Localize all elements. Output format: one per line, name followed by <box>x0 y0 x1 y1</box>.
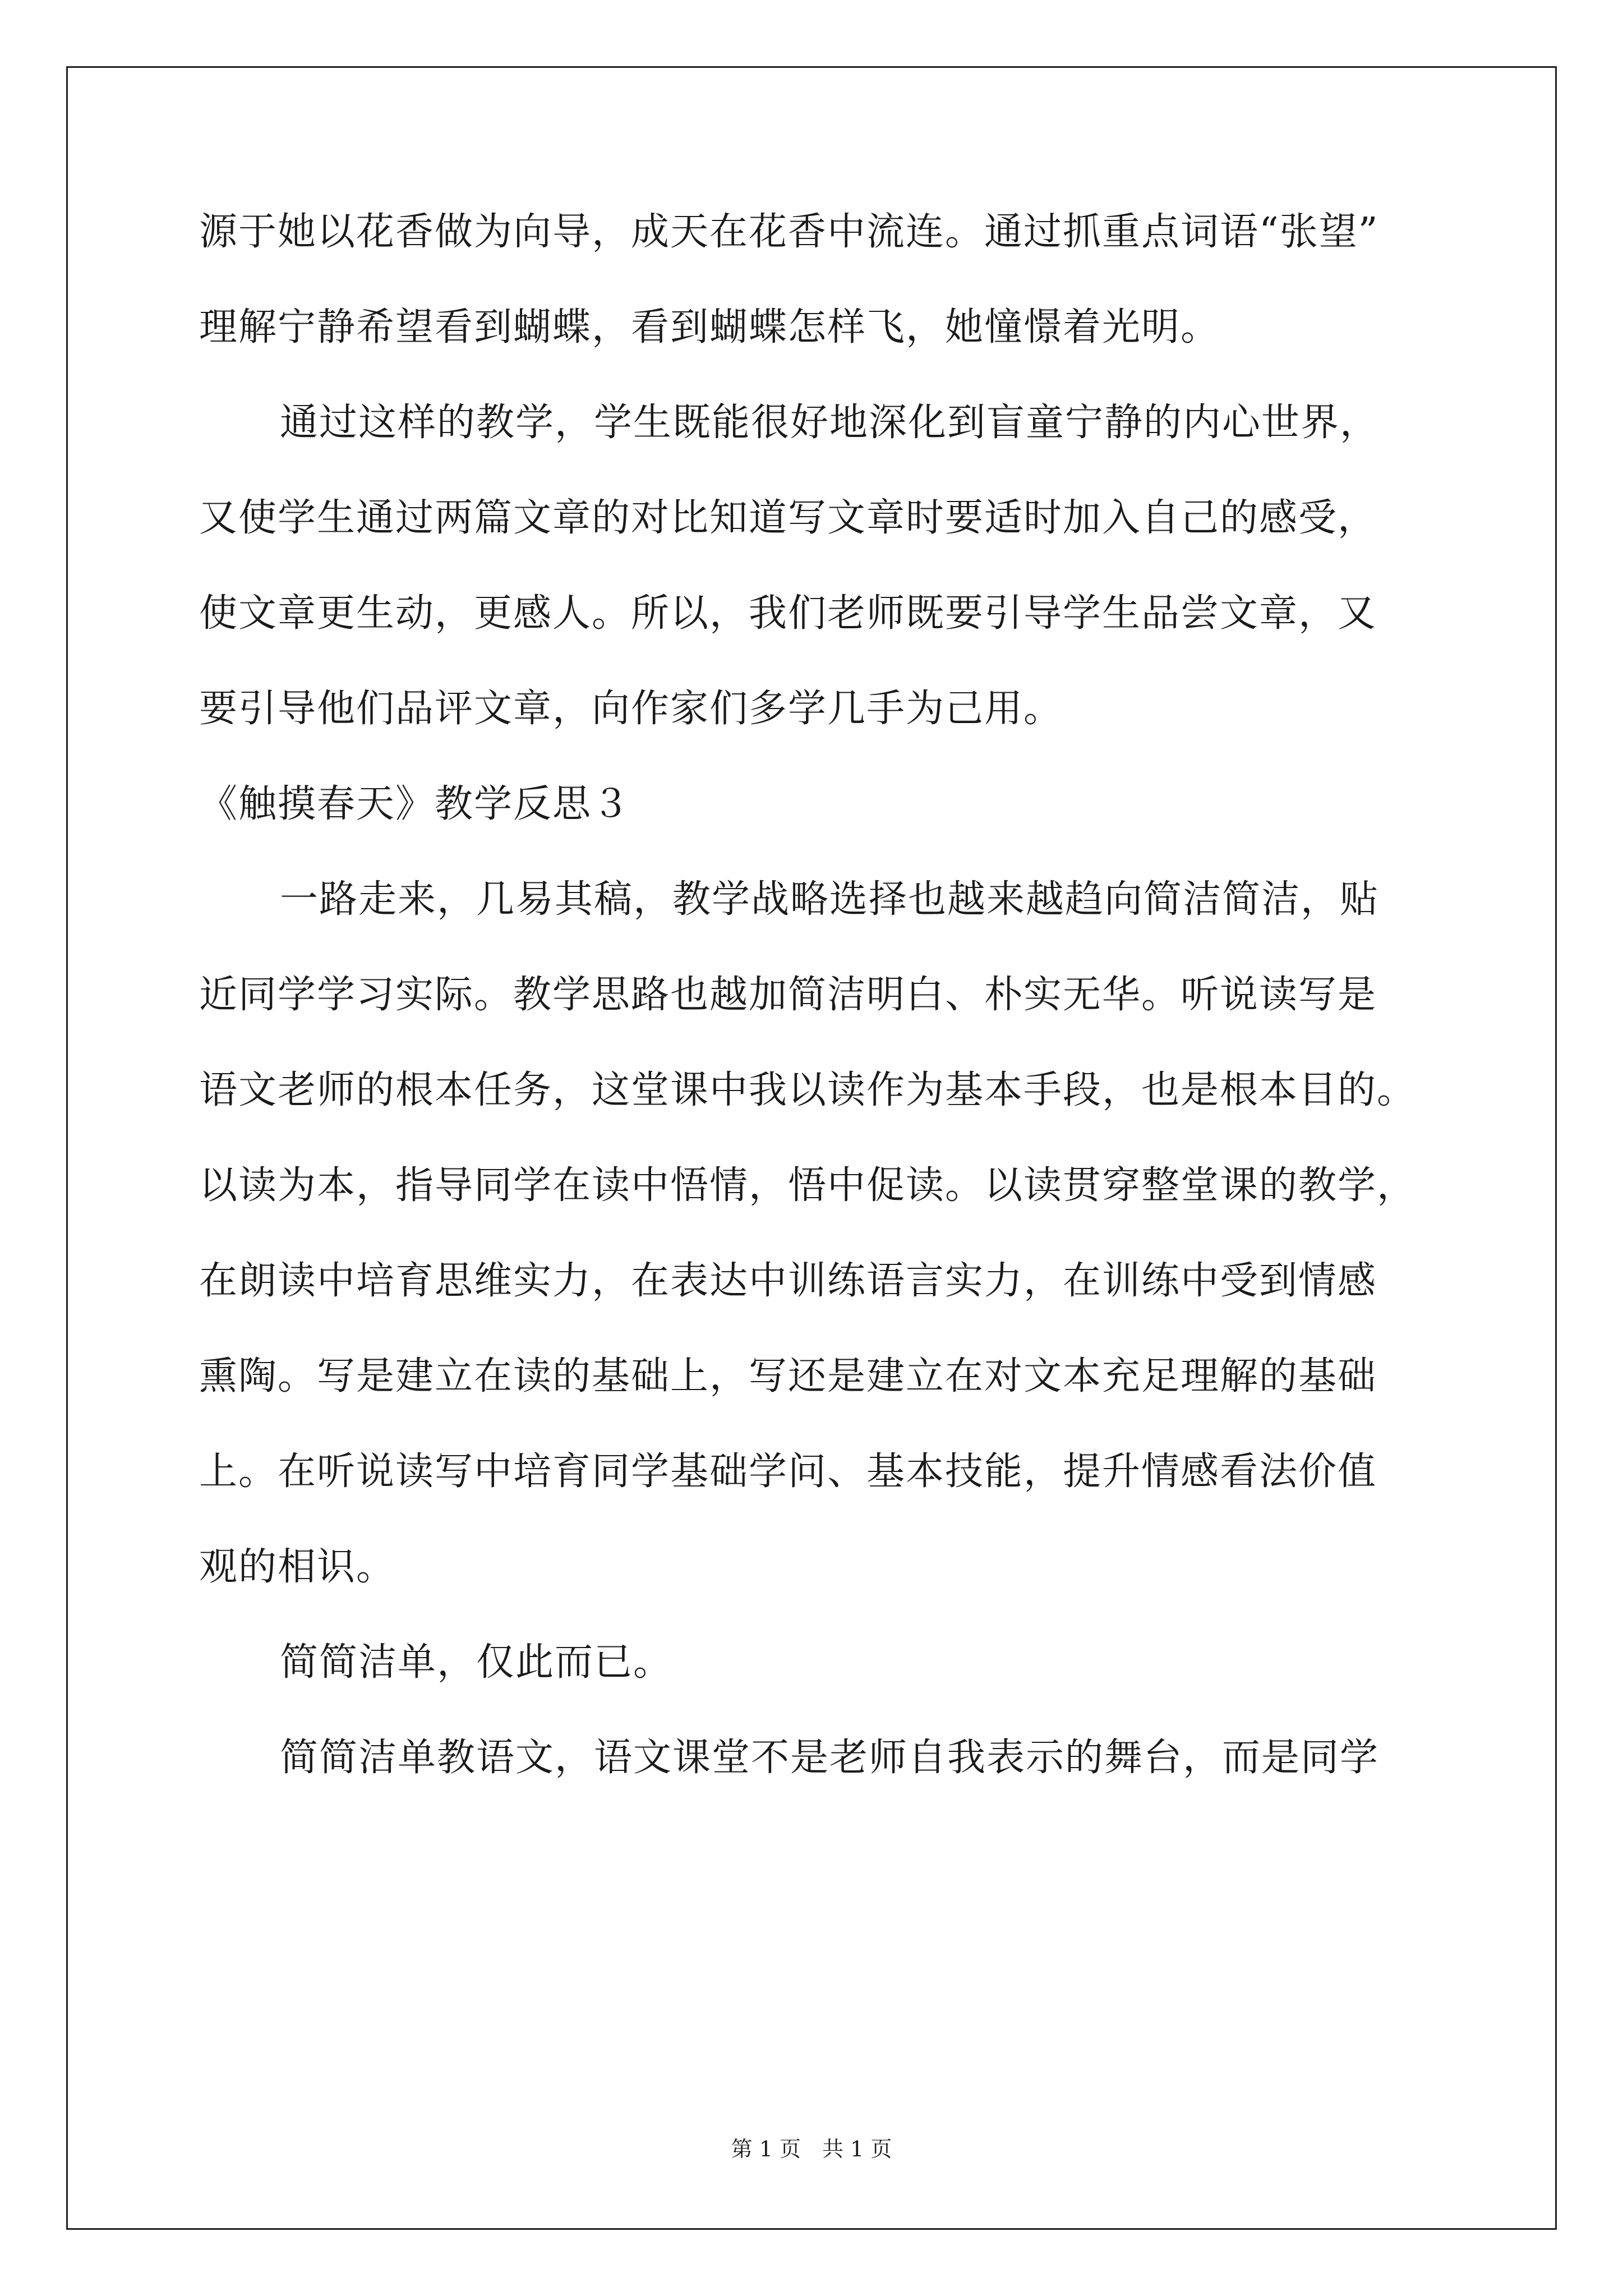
paragraph-start-line: 一路走来，几易其稿，教学战略选择也越来越趋向简洁简洁，贴 <box>280 877 1380 922</box>
text-line-14: 上。在听说读写中培育同学基础学问、基本技能，提升情感看法价值 <box>199 1450 1377 1494</box>
text-line-2: 理解宁静希望看到蝴蝶，看到蝴蝶怎样飞，她憧憬着光明。 <box>199 305 1220 349</box>
text-line-5: 使文章更生动，更感人。所以，我们老师既要引导学生品尝文章，又 <box>199 591 1377 636</box>
text-line-1: 源于她以花香做为向导，成天在花香中流连。通过抓重点词语“张望” <box>199 210 1379 254</box>
text-line-15: 观的相识。 <box>199 1545 396 1589</box>
paragraph-start-line: 通过这样的教学，学生既能很好地深化到盲童宁静的内心世界， <box>280 401 1380 445</box>
paragraph-start-line: 简简洁单，仅此而已。 <box>280 1640 673 1685</box>
text-line-6: 要引导他们品评文章，向作家们多学几手为己用。 <box>199 687 1063 731</box>
text-line-10: 语文老师的根本任务，这堂课中我以读作为基本手段，也是根本目的。 <box>199 1068 1417 1112</box>
page-number-footer: 第 1 页 共 1 页 <box>731 2137 892 2161</box>
page-border <box>66 66 1557 2230</box>
text-line-11: 以读为本，指导同学在读中悟情，悟中促读。以读贯穿整堂课的教学， <box>199 1163 1417 1208</box>
text-line-13: 熏陶。写是建立在读的基础上，写还是建立在对文本充足理解的基础 <box>199 1354 1377 1398</box>
text-line-9: 近同学学习实际。教学思路也越加简洁明白、朴实无华。听说读写是 <box>199 973 1377 1017</box>
text-line-4: 又使学生通过两篇文章的对比知道写文章时要适时加入自己的感受， <box>199 496 1377 540</box>
paragraph-start-line: 简简洁单教语文，语文课堂不是老师自我表示的舞台，而是同学 <box>280 1736 1380 1780</box>
section-heading: 《触摸春天》教学反思３ <box>199 782 631 826</box>
text-line-12: 在朗读中培育思维实力，在表达中训练语言实力，在训练中受到情感 <box>199 1259 1377 1303</box>
